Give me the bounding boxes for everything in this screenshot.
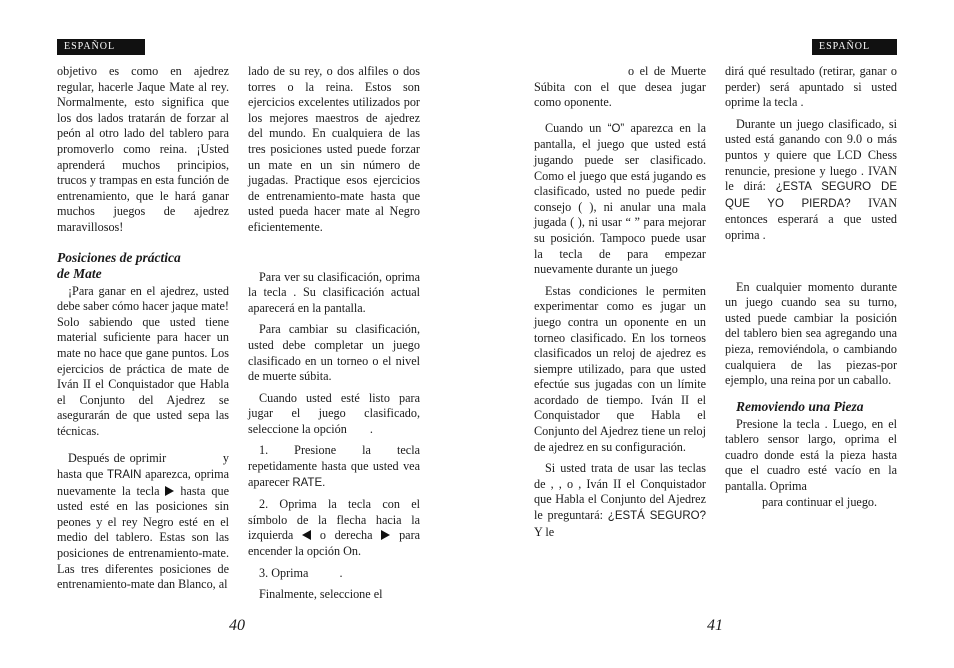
language-badge-left: ESPAÑOL bbox=[57, 39, 145, 55]
text-run: Si usted trata de usar las teclas de , , o , Iván II el Conquistador que Habla el Conjunto del Ajedrez le preguntará: bbox=[534, 461, 706, 523]
page41-column2 bbox=[725, 64, 897, 516]
heading-line1: Posiciones de práctica bbox=[57, 249, 181, 265]
body-paragraph: ¡Para ganar en el ajedrez, usted debe saber cómo hacer jaque mate! Solo sabiendo que usted tiene material suficiente para hacer un mate no hace que gane puntos. Los ejercicios de práctica de mate de Iván II el Conquistador que Habla el Conjunto del Ajedrez se asegurarán de que usted sepa las técnicas. bbox=[57, 283, 229, 438]
body-paragraph bbox=[534, 461, 706, 540]
body-paragraph: Presione la tecla . Luego, en el tablero sensor largo, oprima el cuadro donde está la pieza hasta que el cuadro esté vacío en la pantalla. Oprima bbox=[725, 416, 897, 494]
text-run: aparezca en la pantalla, el juego que usted está jugando puede ser clasificado. Como el juego que está jugando es clasificado, usted no puede pedir consejo ( ), ni anular una mala jugada ( ), ni usar “ ” para mejorar su posición. Tampoco puede usar la tecla de para empezar nuevamente durante un juego bbox=[534, 120, 706, 277]
text-run: hasta que usted esté en las posiciones sin peones y el rey Negro esté en el medio del tablero. Estas son las posiciones de entrenamiento-mate. Las tres diferentes posiciones de entrenamiento-mate dan Blanco, al bbox=[57, 483, 229, 592]
body-paragraph: Para ver su clasificación, oprima la tecla . Su clasificación actual aparecerá en la pantalla. bbox=[248, 269, 420, 315]
section-heading bbox=[57, 250, 229, 282]
heading-line2: de Mate bbox=[57, 265, 102, 281]
text-run: y hasta que bbox=[57, 451, 230, 482]
right-arrow-icon bbox=[381, 530, 390, 540]
o-display-text: “O” bbox=[607, 122, 625, 135]
body-paragraph: o el de Muerte Súbita con el que desea jugar como oponente. bbox=[534, 64, 706, 110]
text-run: 2. Oprima la tecla con el símbolo de la flecha hacia la izquierda bbox=[248, 497, 420, 543]
text-run: Después de oprimir bbox=[68, 451, 167, 466]
train-display-text: TRAIN bbox=[106, 469, 142, 482]
body-paragraph bbox=[534, 121, 706, 278]
body-paragraph: Para cambiar su clasificación, usted debe completar un juego clasificado en un torneo o el nivel de muerte súbita. bbox=[248, 322, 420, 384]
text-run: . bbox=[339, 565, 343, 580]
body-paragraph bbox=[248, 443, 420, 491]
text-run: . bbox=[369, 421, 373, 436]
text-run: para encender la opción On. bbox=[248, 528, 421, 559]
confirm-lose-display-text: ¿ESTA SEGURO DE QUE YO PIERDA? bbox=[725, 181, 898, 210]
body-paragraph bbox=[725, 117, 897, 244]
text-run: Durante un juego clasificado, si usted está ganando con 9.0 o más puntos y quiere que LCD Chess renuncie, presione y luego . IVAN le dirá: bbox=[725, 116, 897, 194]
body-paragraph bbox=[248, 497, 420, 559]
body-paragraph bbox=[248, 391, 420, 438]
body-paragraph bbox=[248, 566, 420, 582]
body-paragraph: dirá qué resultado (retirar, ganar o perder) será apuntado si usted oprime la tecla . bbox=[725, 64, 897, 110]
left-arrow-icon bbox=[302, 530, 311, 540]
page41-column1 bbox=[534, 64, 706, 546]
body-paragraph: Estas condiciones le permiten experimentar como es jugar un juego contra un oponente en un torneo clasificado. En los torneos clasificados un reloj de ajedrez es siempre utilizado, para que usted efectúe sus jugadas con un límite acordado de tiempo. Iván II el Conquistador que Habla el Conjunto del Ajedrez tiene un reloj de ajedrez en su configuración. bbox=[534, 283, 706, 454]
body-paragraph: para continuar el juego. bbox=[762, 494, 878, 509]
page40-column2 bbox=[248, 64, 420, 609]
text-run: Y le bbox=[534, 524, 555, 539]
page-number-40: 40 bbox=[229, 617, 245, 634]
page-number-41: 41 bbox=[707, 617, 723, 634]
are-you-sure-display-text: ¿ESTÁ SEGURO? bbox=[607, 510, 706, 523]
body-paragraph: En cualquier momento durante un juego cuando sea su turno, usted puede cambiar la posición del tablero bien sea agregando una pieza, removiéndola, o cambiando cualquiera de las piezas-por ejemplo, una reina por un caballo. bbox=[725, 279, 897, 388]
text-run: aparezca, oprima nuevamente la tecla bbox=[57, 467, 230, 498]
text-run: IVAN entonces esperará a que usted oprima . bbox=[725, 195, 897, 242]
text-run: 3. Oprima bbox=[259, 565, 309, 580]
page40-column1 bbox=[57, 64, 229, 599]
text-run: Cuando un bbox=[545, 120, 602, 135]
body-paragraph bbox=[57, 451, 229, 592]
text-run: o derecha bbox=[319, 528, 373, 543]
body-paragraph: Finalmente, seleccione el bbox=[259, 587, 383, 602]
body-paragraph: lado de su rey, o dos alfiles o dos torres o la reina. Estos son ejercicios excelentes utilizados por los mejores maestros de ajedrez del mundo. En cualquiera de las tres posiciones usted puede forzar un mate en un sin número de jugadas. Practique esos ejercicios de entrenamiento-mate hasta que usted pueda hacer mate al Negro eficientemente. bbox=[248, 64, 420, 234]
text-run: 1. Presione la tecla repetidamente hasta que usted vea aparecer bbox=[248, 443, 420, 489]
right-arrow-icon bbox=[165, 486, 174, 496]
rate-display-text: RATE. bbox=[292, 476, 326, 489]
language-badge-right: ESPAÑOL bbox=[812, 39, 897, 55]
text-run: Cuando usted esté listo para jugar el juego clasificado, seleccione la opción bbox=[248, 390, 420, 436]
section-heading: Removiendo una Pieza bbox=[736, 398, 864, 414]
body-paragraph: objetivo es como en ajedrez regular, hacerle Jaque Mate al rey. Normalmente, esto significa que los dos lados tratarán de forzar al peón al otro lado del tablero para promoverlo como reina. ¡Usted aprenderá muchos principios, trucos y trampas en esta función de entrenamiento, que le hará ganar muchos juegos de ajedrez maravillosos! bbox=[57, 64, 229, 234]
